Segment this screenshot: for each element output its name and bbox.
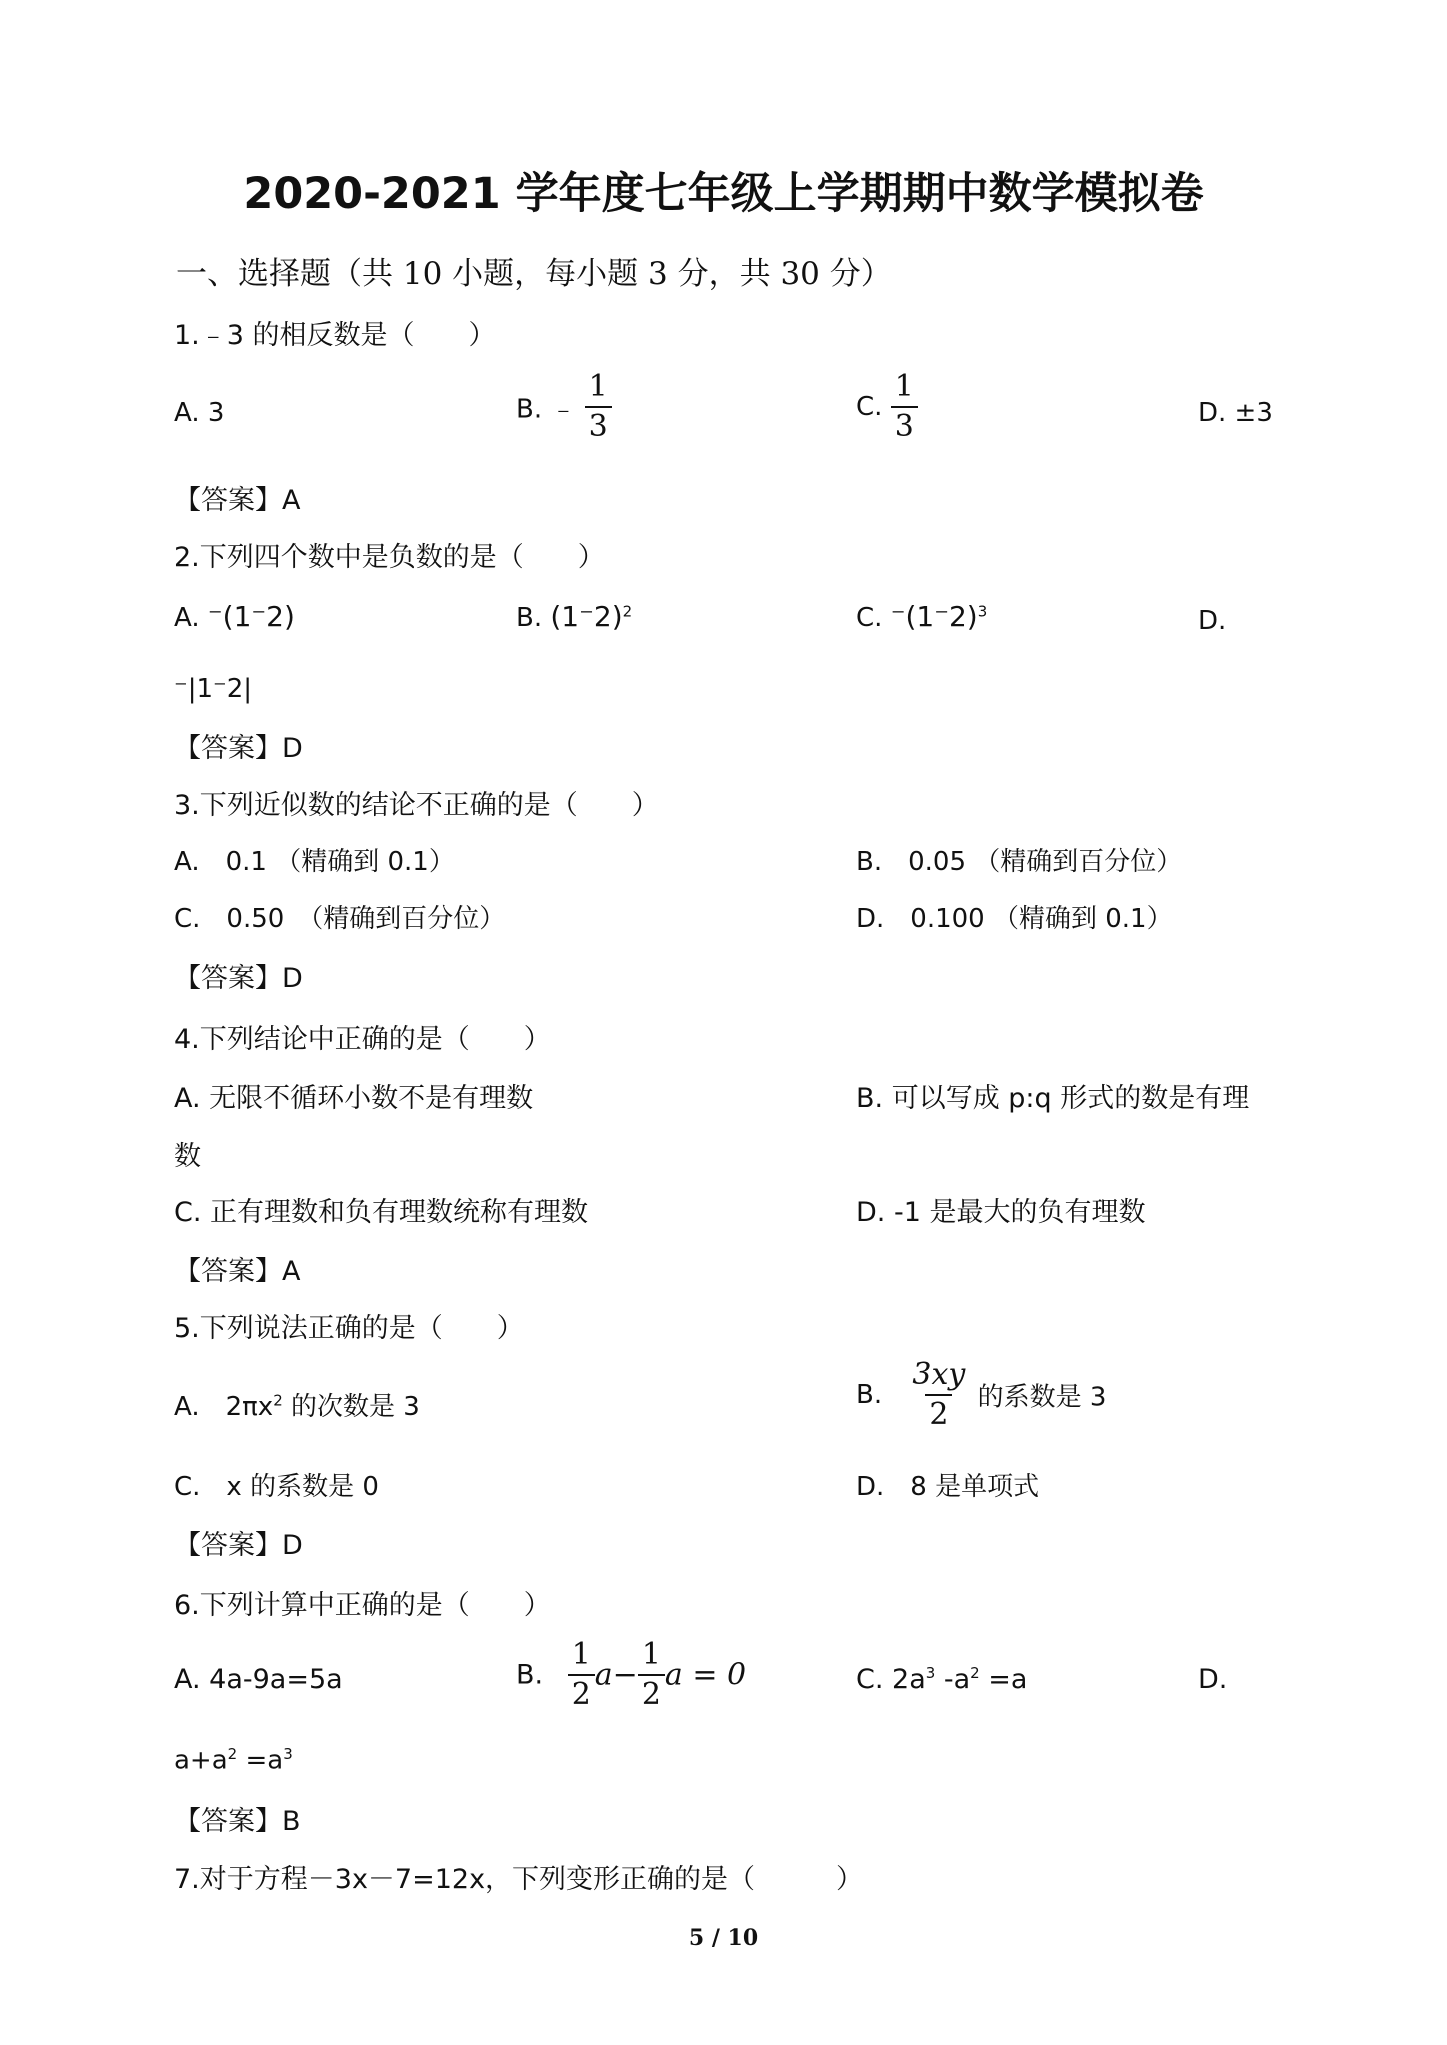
q3-option-a: A. 0.1 （精确到 0.1） (174, 847, 455, 877)
fraction-numerator: 1 (641, 1637, 661, 1672)
q6-option-c-base: C. 2a (856, 1664, 926, 1695)
q2-option-a-label: A. (174, 603, 200, 633)
q2-answer: 【答案】D (174, 733, 303, 764)
exponent: 2 (227, 1745, 238, 1763)
q6-option-b-fraction-1 (568, 1637, 595, 1712)
q5-option-c: C. x 的系数是 0 (174, 1472, 379, 1502)
q3-option-b: B. 0.05 （精确到百分位） (856, 847, 1183, 877)
page-title: 2020-2021 学年度七年级上学期期中数学模拟卷 (243, 169, 1204, 219)
q1-option-c-label: C. (856, 392, 883, 422)
q5-option-a-base: A. 2πx (174, 1392, 274, 1422)
q2-option-d-label: D. (1198, 606, 1227, 636)
question-1-stem: 1.﹣3 的相反数是（ ） (174, 320, 496, 351)
q1-option-a: A. 3 (174, 398, 225, 428)
page-number: 5 / 10 (688, 1925, 759, 1951)
q1-option-b (516, 369, 612, 444)
fraction-denominator: 2 (638, 1674, 665, 1710)
q6-option-b (516, 1637, 747, 1712)
q6-option-c (856, 1664, 1027, 1695)
q4-option-b-continued: 数 (174, 1141, 201, 1172)
question-5-stem: 5.下列说法正确的是（ ） (174, 1313, 524, 1344)
q6-option-b-fraction-2 (638, 1637, 665, 1712)
exponent: 3 (283, 1745, 293, 1763)
q5-option-a (174, 1386, 420, 1423)
exponent: 2 (273, 1391, 283, 1410)
fraction-denominator: 3 (891, 406, 918, 442)
q6-option-c-end: =a (979, 1664, 1028, 1695)
q4-option-a: A. 无限不循环小数不是有理数 (174, 1083, 534, 1114)
q2-option-d-expression: ⁻|1⁻2| (174, 674, 253, 704)
q2-option-a (174, 600, 295, 633)
exponent: 3 (925, 1664, 936, 1682)
q1-option-b-label: B. ﹣ (516, 394, 577, 425)
question-4-stem: 4.下列结论中正确的是（ ） (174, 1024, 551, 1055)
q1-answer: 【答案】A (174, 485, 301, 516)
q5-answer: 【答案】D (174, 1530, 303, 1561)
q5-option-d: D. 8 是单项式 (856, 1472, 1040, 1502)
q6-option-d-expression (174, 1745, 293, 1776)
fraction-denominator: 3 (585, 406, 612, 442)
q3-option-c: C. 0.50 （精确到百分位） (174, 904, 506, 934)
fraction-numerator: 1 (588, 369, 608, 404)
q6-option-b-label: B. (516, 1659, 544, 1691)
q4-option-c: C. 正有理数和负有理数统称有理数 (174, 1197, 589, 1228)
exponent: 2 (622, 602, 633, 621)
fraction-numerator: 3xy (912, 1357, 966, 1392)
q6-option-d-label: D. (1198, 1664, 1228, 1695)
q4-option-b: B. 可以写成 p:q 形式的数是有理 (856, 1083, 1250, 1114)
q6-option-b-end: a = 0 (664, 1657, 747, 1693)
q1-option-d: D. ±3 (1198, 398, 1273, 428)
q6-option-a: A. 4a-9a=5a (174, 1664, 343, 1695)
q1-option-c-fraction (891, 369, 918, 444)
fraction-denominator: 2 (568, 1674, 595, 1710)
q6-answer: 【答案】B (174, 1806, 301, 1837)
fraction-numerator: 1 (894, 369, 914, 404)
q5-option-b-fraction (908, 1357, 969, 1432)
q2-option-c-expression: ⁻(1⁻2) (890, 600, 978, 633)
question-3-stem: 3.下列近似数的结论不正确的是（ ） (174, 790, 659, 821)
q2-option-b-expression: (1⁻2) (550, 600, 623, 633)
q6-option-d-middle: =a (237, 1745, 284, 1776)
q5-option-a-text: 的次数是 3 (282, 1392, 420, 1422)
q2-option-c (856, 600, 987, 633)
q6-option-c-middle: -a (935, 1664, 971, 1695)
q5-option-b-label: B. (856, 1380, 883, 1410)
question-6-stem: 6.下列计算中正确的是（ ） (174, 1590, 551, 1621)
q2-option-c-label: C. (856, 603, 883, 633)
q3-answer: 【答案】D (174, 963, 303, 994)
exponent: 3 (977, 602, 988, 621)
q3-option-d: D. 0.100 （精确到 0.1） (856, 904, 1173, 934)
q4-option-d: D. -1 是最大的负有理数 (856, 1197, 1146, 1228)
q2-option-b (516, 600, 632, 633)
q5-option-b (856, 1357, 1107, 1432)
q1-option-c (856, 369, 918, 444)
section-heading: 一、选择题（共 10 小题，每小题 3 分，共 30 分） (176, 256, 892, 292)
fraction-numerator: 1 (571, 1637, 591, 1672)
q1-option-b-fraction (585, 369, 612, 444)
q4-answer: 【答案】A (174, 1256, 301, 1287)
q2-option-a-expression: ⁻(1⁻2) (207, 600, 295, 633)
question-7-stem: 7.对于方程－3x－7=12x，下列变形正确的是（ ） (174, 1864, 864, 1895)
q6-option-b-middle: a− (594, 1657, 638, 1693)
question-2-stem: 2.下列四个数中是负数的是（ ） (174, 542, 605, 573)
exponent: 2 (970, 1664, 980, 1682)
q2-option-b-label: B. (516, 603, 543, 633)
fraction-denominator: 2 (925, 1394, 952, 1430)
q6-option-d-base: a+a (174, 1745, 228, 1776)
q5-option-b-text: 的系数是 3 (977, 1382, 1107, 1413)
